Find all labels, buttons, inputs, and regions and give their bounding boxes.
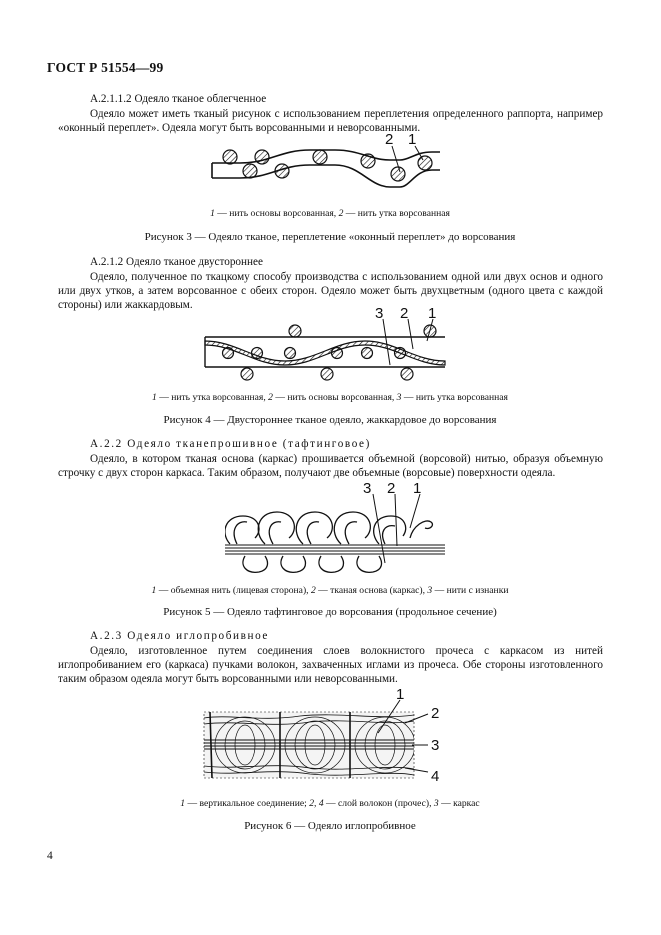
figure-6-callout-3: 3: [431, 737, 440, 754]
figure-5-callout-1: 1: [413, 480, 422, 497]
figure-4-callout-1: 1: [428, 305, 437, 322]
figure-5-drawing: [225, 478, 455, 583]
figure-5-callout-2: 2: [387, 480, 396, 497]
section-paragraph-a23: Одеяло, изготовленное путем соединения слоев волокнистого прочеса с каркасом из нитей иглопробиванием его (каркаса) пучками волокон, захваченных иглами из прочеса. Обе стороны изготовленного таким образом одеяла могут быть ворсованными или неворсованными.: [58, 645, 603, 685]
figure-6-drawing: [200, 688, 460, 793]
figure-5-caption: Рисунок 5 — Одеяло тафтинговое до ворсования (продольное сечение): [163, 606, 497, 618]
figure-4-callout-3: 3: [375, 305, 384, 322]
section-heading-a22: А.2.2 Одеяло тканепрошивное (тафтинговое): [90, 438, 371, 450]
figure-4-legend: 1 — нить утка ворсованная, 2 — нить основы ворсованная, 3 — нить утка ворсованная: [152, 392, 508, 403]
figure-6-callout-2: 2: [431, 705, 440, 722]
figure-3-legend: 1 — нить основы ворсованная, 2 — нить утка ворсованная: [210, 208, 450, 219]
figure-4-callout-2: 2: [400, 305, 409, 322]
figure-6-legend: 1 — вертикальное соединение; 2, 4 — слой волокон (прочес), 3 — каркас: [180, 798, 480, 809]
figure-6-callout-4: 4: [431, 768, 440, 785]
figure-5-callout-3: 3: [363, 480, 372, 497]
figure-5-legend: 1 — объемная нить (лицевая сторона), 2 — тканая основа (каркас), 3 — нити с изнанки: [151, 585, 509, 596]
page-number: 4: [47, 850, 53, 862]
figure-3-callout-2: 2: [385, 131, 394, 148]
figure-6-caption: Рисунок 6 — Одеяло иглопробивное: [244, 820, 416, 832]
section-heading-a2112: А.2.1.1.2 Одеяло тканое облегченное: [90, 93, 267, 105]
figure-4-drawing: [195, 305, 455, 385]
section-paragraph-a2112: Одеяло может иметь тканый рисунок с использованием переплетения определенного раппорта, например «оконный переплет». Одеяла могут быть ворсованными и неворсованными.: [58, 108, 603, 134]
figure-3-callout-1: 1: [408, 131, 417, 148]
figure-3-caption: Рисунок 3 — Одеяло тканое, переплетение «оконный переплет» до ворсования: [144, 231, 516, 243]
figure-3-drawing: [200, 130, 460, 200]
section-paragraph-a22: Одеяло, в котором тканая основа (каркас) прошивается объемной (ворсовой) нитью, образуя объемную строчку с двух сторон каркаса. Таким образом, получают две объемные (ворсовые) поверхности одеяла.: [58, 453, 603, 479]
section-paragraph-a212: Одеяло, полученное по ткацкому способу производства с использованием одной или двух основ и одного или двух утков, а затем ворсованное с обеих сторон. Одеяло может быть двухцветным (одного цвета с каждой стороны) или жаккардовым.: [58, 271, 603, 311]
document-code: ГОСТ Р 51554—99: [47, 60, 164, 75]
section-heading-a23: А.2.3 Одеяло иглопробивное: [90, 630, 269, 642]
figure-4-caption: Рисунок 4 — Двустороннее тканое одеяло, жаккардовое до ворсования: [163, 414, 497, 426]
section-heading-a212: А.2.1.2 Одеяло тканое двустороннее: [90, 256, 263, 268]
figure-6-callout-1: 1: [396, 688, 405, 703]
